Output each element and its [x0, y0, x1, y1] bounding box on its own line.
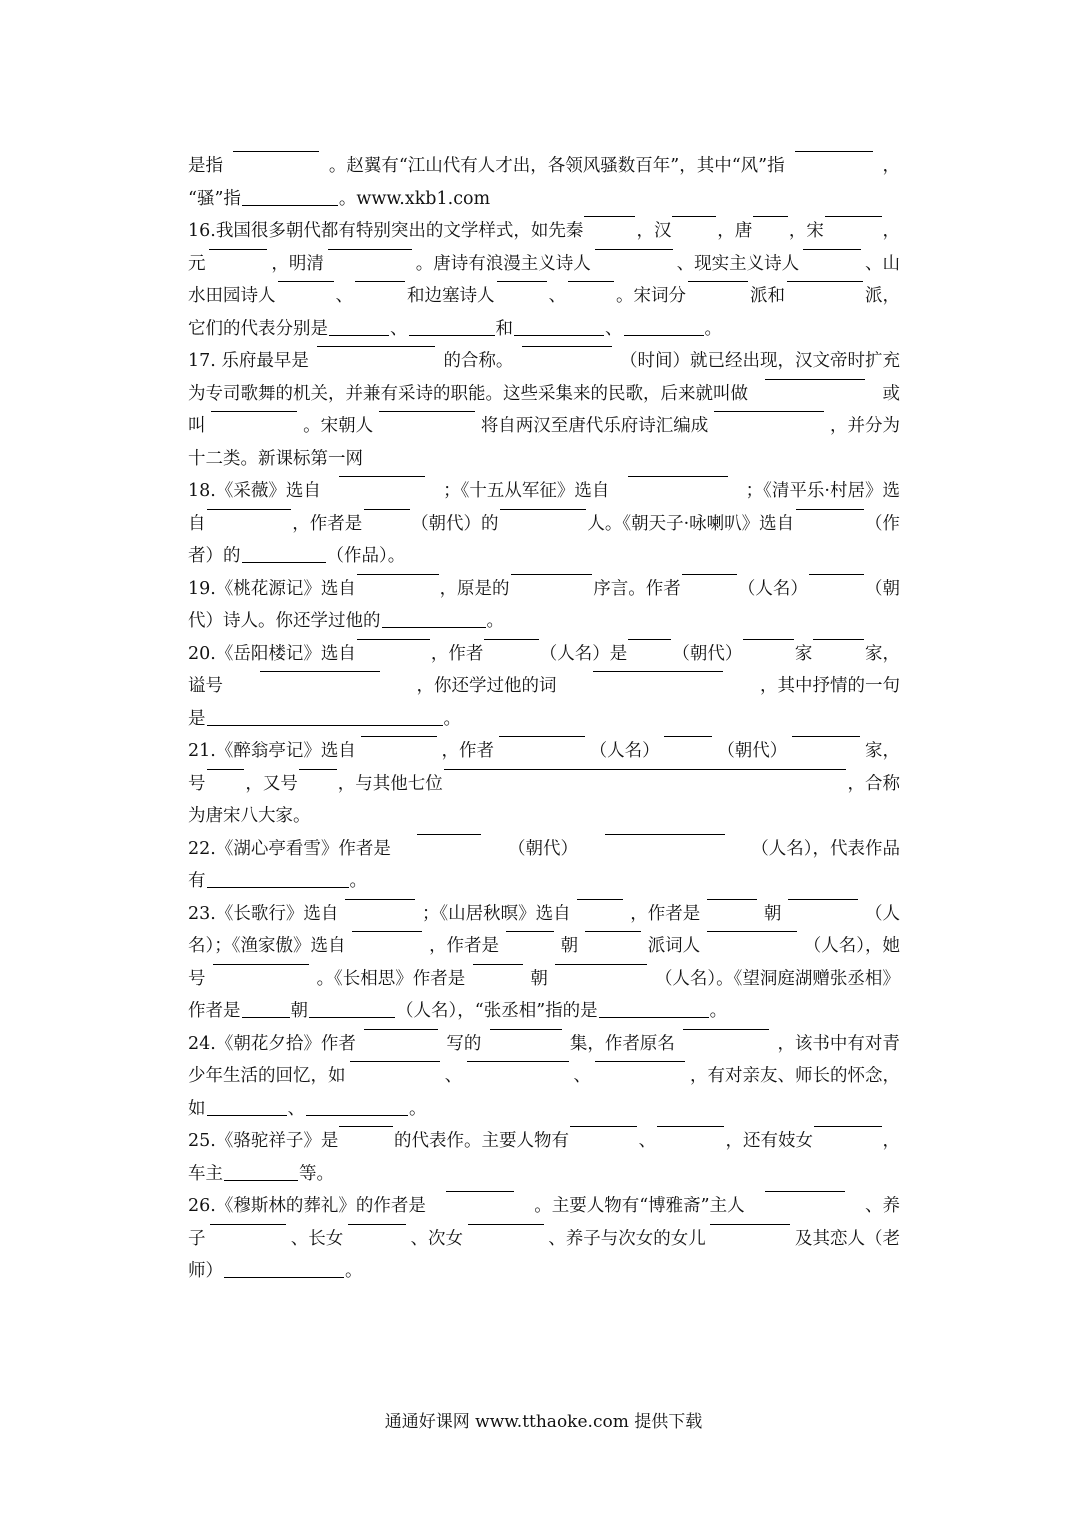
fill-in-blank	[825, 215, 882, 217]
text-segment: 、	[390, 318, 408, 339]
text-segment: （人	[864, 903, 900, 924]
text-line	[188, 898, 900, 931]
document-body	[188, 150, 900, 1288]
fill-in-blank	[348, 1223, 406, 1225]
fill-in-blank	[803, 248, 861, 250]
text-line	[188, 1060, 900, 1093]
text-segment: 。主要人物有“博雅斋”主人	[534, 1196, 745, 1216]
fill-in-blank	[352, 930, 422, 932]
text-segment: ，作者是	[630, 903, 701, 924]
text-segment: 代）诗人。你还学过他的	[188, 611, 381, 631]
text-segment: （朝代）	[717, 741, 788, 761]
fill-in-blank	[357, 638, 430, 640]
text-segment: 朝	[290, 1001, 308, 1021]
text-segment: 。赵翼有“江山代有人才出，各领风骚数百年”，其中“风”指	[328, 156, 785, 176]
text-line	[188, 703, 900, 736]
text-segment: 的代表作。主要人物有	[393, 1131, 569, 1151]
text-segment: （朝代）	[672, 643, 743, 664]
text-segment: 24.《朝花夕拾》作者	[188, 1033, 356, 1054]
fill-in-blank	[361, 735, 437, 737]
text-segment: 号	[188, 968, 206, 989]
page-footer: 通通好课网 www.tthaoke.com 提供下载	[384, 1412, 703, 1432]
fill-in-blank	[599, 1016, 709, 1018]
text-line	[188, 573, 900, 606]
text-segment: 为专司歌舞的机关，并兼有采诗的职能。这些采集来的民歌，后来就叫做	[188, 383, 748, 404]
text-line	[188, 1255, 900, 1288]
fill-in-blank	[364, 508, 410, 510]
text-segment: （作	[864, 513, 900, 534]
fill-in-blank	[522, 345, 612, 347]
text-segment: 、	[573, 1066, 591, 1086]
text-segment: 名）；《渔家傲》选自	[188, 936, 346, 956]
text-segment: 、养子与次女的女儿	[548, 1228, 706, 1249]
text-line	[188, 508, 900, 541]
text-segment: 。	[443, 708, 461, 729]
text-segment: 的合称。	[443, 351, 514, 371]
text-segment: 。	[704, 318, 722, 339]
fill-in-blank	[813, 638, 864, 640]
text-segment: ，与其他七位	[337, 773, 443, 794]
fill-in-blank	[210, 1223, 286, 1225]
text-segment: ，合称	[847, 773, 900, 794]
text-segment: 25.《骆驼祥子》是	[188, 1131, 339, 1151]
text-segment: （人名）	[589, 741, 660, 761]
text-line	[188, 150, 900, 183]
fill-in-blank	[710, 1223, 790, 1225]
text-line	[188, 313, 900, 346]
fill-in-blank	[568, 280, 614, 282]
text-segment: 22.《湖心亭看雪》作者是	[188, 838, 391, 859]
fill-in-blank	[484, 638, 538, 640]
text-line	[188, 443, 900, 476]
text-segment: 21.《醉翁亭记》选自	[188, 741, 356, 761]
fill-in-blank	[350, 1060, 440, 1062]
fill-in-blank	[306, 1114, 408, 1116]
text-segment: （人名）是	[539, 643, 628, 664]
text-segment: 作者是	[188, 1001, 241, 1021]
fill-in-blank	[207, 1114, 287, 1116]
fill-in-blank	[497, 280, 547, 282]
text-line	[188, 1190, 900, 1223]
fill-in-blank	[224, 1179, 298, 1181]
fill-in-blank	[473, 963, 523, 965]
text-segment: 水田园诗人	[188, 286, 276, 306]
fill-in-blank	[714, 410, 824, 412]
fill-in-blank	[795, 150, 873, 152]
fill-in-blank	[357, 573, 439, 575]
text-segment: 有	[188, 871, 206, 891]
fill-in-blank	[664, 735, 712, 737]
text-line	[188, 345, 900, 378]
text-segment: （时间）就已经出现，汉文帝时扩充	[619, 351, 900, 371]
text-segment: ，其中抒情的一句	[760, 676, 900, 696]
fill-in-blank	[417, 833, 481, 835]
text-segment: （人名）。《望洞庭湖赠张丞相》	[654, 968, 900, 989]
text-line	[188, 963, 900, 996]
text-segment: 26.《穆斯林的葬礼》的作者是	[188, 1196, 426, 1216]
text-segment: 朝	[763, 903, 782, 924]
fill-in-blank	[339, 475, 425, 477]
text-segment: 或	[882, 383, 900, 404]
text-segment: 等。	[299, 1163, 334, 1184]
text-segment: （朝代）	[508, 838, 579, 859]
text-segment: ，并分为	[829, 416, 900, 436]
fill-in-blank	[364, 1028, 438, 1030]
fill-in-blank	[328, 248, 412, 250]
text-line	[188, 930, 900, 963]
text-segment: 。宋朝人	[303, 416, 374, 436]
fill-in-blank	[355, 280, 405, 282]
fill-in-blank	[242, 1016, 290, 1018]
fill-in-blank	[409, 334, 495, 336]
text-segment: “骚”指	[188, 188, 241, 209]
text-line	[188, 1158, 900, 1191]
text-segment: 家	[794, 643, 813, 664]
text-segment: 20.《岳阳楼记》选自	[188, 643, 356, 664]
fill-in-blank	[309, 1016, 395, 1018]
fill-in-blank	[683, 1028, 769, 1030]
fill-in-blank	[379, 410, 475, 412]
fill-in-blank	[657, 1125, 725, 1127]
fill-in-blank	[242, 561, 326, 563]
text-segment: 18.《采薇》选自	[188, 481, 321, 501]
text-segment: 朝	[560, 936, 579, 956]
fill-in-blank	[707, 930, 797, 932]
fill-in-blank	[299, 768, 337, 770]
text-segment: 派词人	[647, 936, 701, 956]
text-line	[188, 1093, 900, 1126]
text-segment: 、现实主义诗人	[676, 253, 800, 274]
text-line	[188, 540, 900, 573]
text-line	[188, 1125, 900, 1158]
text-line	[188, 280, 900, 313]
fill-in-blank	[605, 833, 725, 835]
text-segment: 、	[548, 286, 566, 306]
text-segment: 派和	[750, 286, 785, 306]
fill-in-blank	[765, 1190, 845, 1192]
fill-in-blank	[242, 204, 338, 206]
text-line	[188, 248, 900, 281]
text-segment: 16.我国很多朝代都有特别突出的文学样式，如先秦	[188, 221, 584, 241]
text-segment: 写的	[446, 1033, 482, 1054]
fill-in-blank	[796, 508, 864, 510]
fill-in-blank	[792, 735, 860, 737]
fill-in-blank	[207, 508, 291, 510]
text-segment: 、	[287, 1098, 305, 1119]
text-line	[188, 605, 900, 638]
text-line	[188, 800, 900, 833]
text-segment: 号	[188, 773, 206, 794]
text-segment: 。唐诗有浪漫主义诗人	[415, 253, 591, 274]
text-segment: 、	[638, 1131, 656, 1151]
text-segment: 。《长相思》作者是	[316, 968, 466, 989]
text-segment: ，唐	[717, 221, 753, 241]
text-segment: ；《十五从军征》选自	[443, 481, 610, 501]
fill-in-blank	[317, 345, 435, 347]
fill-in-blank	[278, 280, 334, 282]
text-segment: （朝代）的	[411, 513, 499, 534]
text-segment: 17. 乐府最早是	[188, 351, 309, 371]
text-segment: （人名），她	[803, 936, 900, 956]
text-segment: 派，	[865, 286, 900, 306]
fill-in-blank	[467, 1060, 569, 1062]
text-segment: ，作者	[441, 741, 494, 761]
text-segment: ，汉	[636, 221, 672, 241]
text-segment: ，还有妓女	[725, 1131, 813, 1151]
fill-in-blank	[211, 410, 297, 412]
fill-in-blank	[707, 898, 757, 900]
text-segment: ，该书中有对青	[777, 1033, 900, 1054]
fill-in-blank	[577, 898, 623, 900]
text-segment: 及其恋人（老	[795, 1228, 900, 1249]
text-segment: 和	[495, 318, 513, 339]
text-segment: （人名），“张丞相”指的是	[396, 1001, 598, 1021]
text-segment: 、次女	[410, 1228, 463, 1249]
text-segment: 家，	[864, 741, 900, 761]
text-segment: 谥号	[188, 676, 223, 696]
text-segment: ，	[882, 156, 900, 176]
text-segment: 叫	[188, 416, 206, 436]
text-line	[188, 475, 900, 508]
text-segment: 序言。作者	[593, 578, 681, 599]
text-segment: 家，	[864, 643, 900, 664]
text-line	[188, 410, 900, 443]
fill-in-blank	[224, 1276, 344, 1278]
text-segment: ，又号	[245, 773, 298, 794]
fill-in-blank	[260, 670, 380, 672]
fill-in-blank	[329, 334, 389, 336]
fill-in-blank	[490, 1028, 562, 1030]
fill-in-blank	[446, 1190, 514, 1192]
fill-in-blank	[585, 930, 641, 932]
text-segment: 。宋词分	[616, 286, 686, 306]
text-segment: （人名），代表作品	[751, 838, 900, 859]
text-segment: ，明清	[271, 253, 324, 274]
fill-in-blank	[688, 280, 748, 282]
fill-in-blank	[209, 248, 267, 250]
text-line	[188, 183, 900, 216]
text-segment: 、养	[865, 1196, 900, 1216]
text-segment: ，作者是	[292, 513, 363, 534]
text-segment: ，有对亲友、师长的怀念，	[689, 1066, 900, 1086]
text-segment: 朝	[530, 968, 548, 989]
text-segment: 车主	[188, 1163, 223, 1184]
text-line	[188, 995, 900, 1028]
text-segment: 将自两汉至唐代乐府诗汇编成	[480, 416, 709, 436]
text-line	[188, 670, 900, 703]
fill-in-blank	[213, 963, 309, 965]
text-segment: 集，作者原名	[569, 1033, 675, 1054]
text-line	[188, 1223, 900, 1256]
text-segment: 。	[409, 1098, 427, 1119]
text-line	[188, 378, 900, 411]
fill-in-blank	[207, 768, 245, 770]
text-line	[188, 865, 900, 898]
text-segment: 、	[605, 318, 623, 339]
fill-in-blank	[506, 930, 554, 932]
text-segment: （作品）。	[326, 546, 406, 566]
fill-in-blank	[628, 475, 728, 477]
text-segment: 子	[188, 1228, 206, 1249]
fill-in-blank	[345, 898, 415, 900]
fill-in-blank	[499, 735, 585, 737]
text-segment: ，	[882, 1131, 900, 1151]
text-segment: ，作者是	[429, 936, 500, 956]
text-segment: 。www.xkb1.com	[338, 188, 491, 209]
text-segment: 。	[349, 871, 367, 891]
text-line	[188, 833, 900, 866]
fill-in-blank	[672, 215, 716, 217]
text-segment: 和边塞诗人	[407, 286, 495, 306]
text-segment: 自	[188, 513, 206, 534]
text-line	[188, 1028, 900, 1061]
fill-in-blank	[339, 1125, 393, 1127]
text-segment: ，原是的	[439, 578, 510, 599]
fill-in-blank	[207, 886, 349, 888]
text-line	[188, 215, 900, 248]
text-segment: 、长女	[290, 1228, 344, 1249]
fill-in-blank	[511, 573, 593, 575]
fill-in-blank	[500, 508, 586, 510]
text-segment: 为唐宋八大家。	[188, 806, 311, 826]
text-segment: 是	[188, 708, 206, 729]
text-segment: ，宋	[788, 221, 824, 241]
fill-in-blank	[787, 280, 863, 282]
fill-in-blank	[468, 1223, 544, 1225]
fill-in-blank	[765, 378, 865, 380]
text-segment: ，	[882, 221, 900, 241]
text-segment: （朝	[865, 578, 900, 599]
text-segment: （人名）	[737, 578, 808, 599]
text-segment: 。	[486, 611, 504, 631]
fill-in-blank	[233, 150, 319, 152]
text-segment: 如	[188, 1098, 206, 1119]
fill-in-blank	[753, 215, 788, 217]
text-segment: 23.《长歌行》选自	[188, 903, 339, 924]
fill-in-blank	[682, 573, 737, 575]
text-segment: 、	[444, 1066, 463, 1086]
text-line	[188, 768, 900, 801]
fill-in-blank	[444, 768, 847, 770]
text-segment: 。	[345, 1261, 363, 1281]
fill-in-blank	[595, 1060, 685, 1062]
fill-in-blank	[593, 670, 723, 672]
text-segment: ；《清平乐·村居》选	[745, 481, 900, 501]
text-line	[188, 735, 900, 768]
text-segment: 人。《朝天子·咏喇叭》选自	[587, 513, 795, 534]
fill-in-blank	[207, 724, 443, 726]
fill-in-blank	[628, 638, 671, 640]
fill-in-blank	[788, 898, 858, 900]
fill-in-blank	[814, 1125, 882, 1127]
fill-in-blank	[809, 573, 864, 575]
text-segment: 是指	[188, 156, 223, 176]
text-segment: 师）	[188, 1261, 223, 1281]
fill-in-blank	[382, 626, 486, 628]
text-segment: 元	[188, 253, 206, 274]
text-segment: ，作者	[430, 643, 484, 664]
text-line	[188, 638, 900, 671]
text-segment: ；《山居秋暝》选自	[421, 903, 571, 924]
fill-in-blank	[555, 963, 647, 965]
fill-in-blank	[595, 248, 673, 250]
text-segment: ，你还学过他的词	[416, 676, 557, 696]
fill-in-blank	[514, 334, 604, 336]
text-segment: 十二类。新课标第一网	[188, 448, 363, 469]
fill-in-blank	[743, 638, 794, 640]
text-segment: 、山	[865, 253, 900, 274]
text-segment: 。	[709, 1001, 728, 1021]
fill-in-blank	[624, 334, 704, 336]
text-segment: 它们的代表分别是	[188, 318, 328, 339]
text-segment: 、	[335, 286, 353, 306]
text-segment: 19.《桃花源记》选自	[188, 578, 356, 599]
text-segment: 少年生活的回忆，如	[188, 1066, 346, 1086]
fill-in-blank	[584, 215, 635, 217]
fill-in-blank	[570, 1125, 638, 1127]
text-segment: 者）的	[188, 546, 241, 566]
